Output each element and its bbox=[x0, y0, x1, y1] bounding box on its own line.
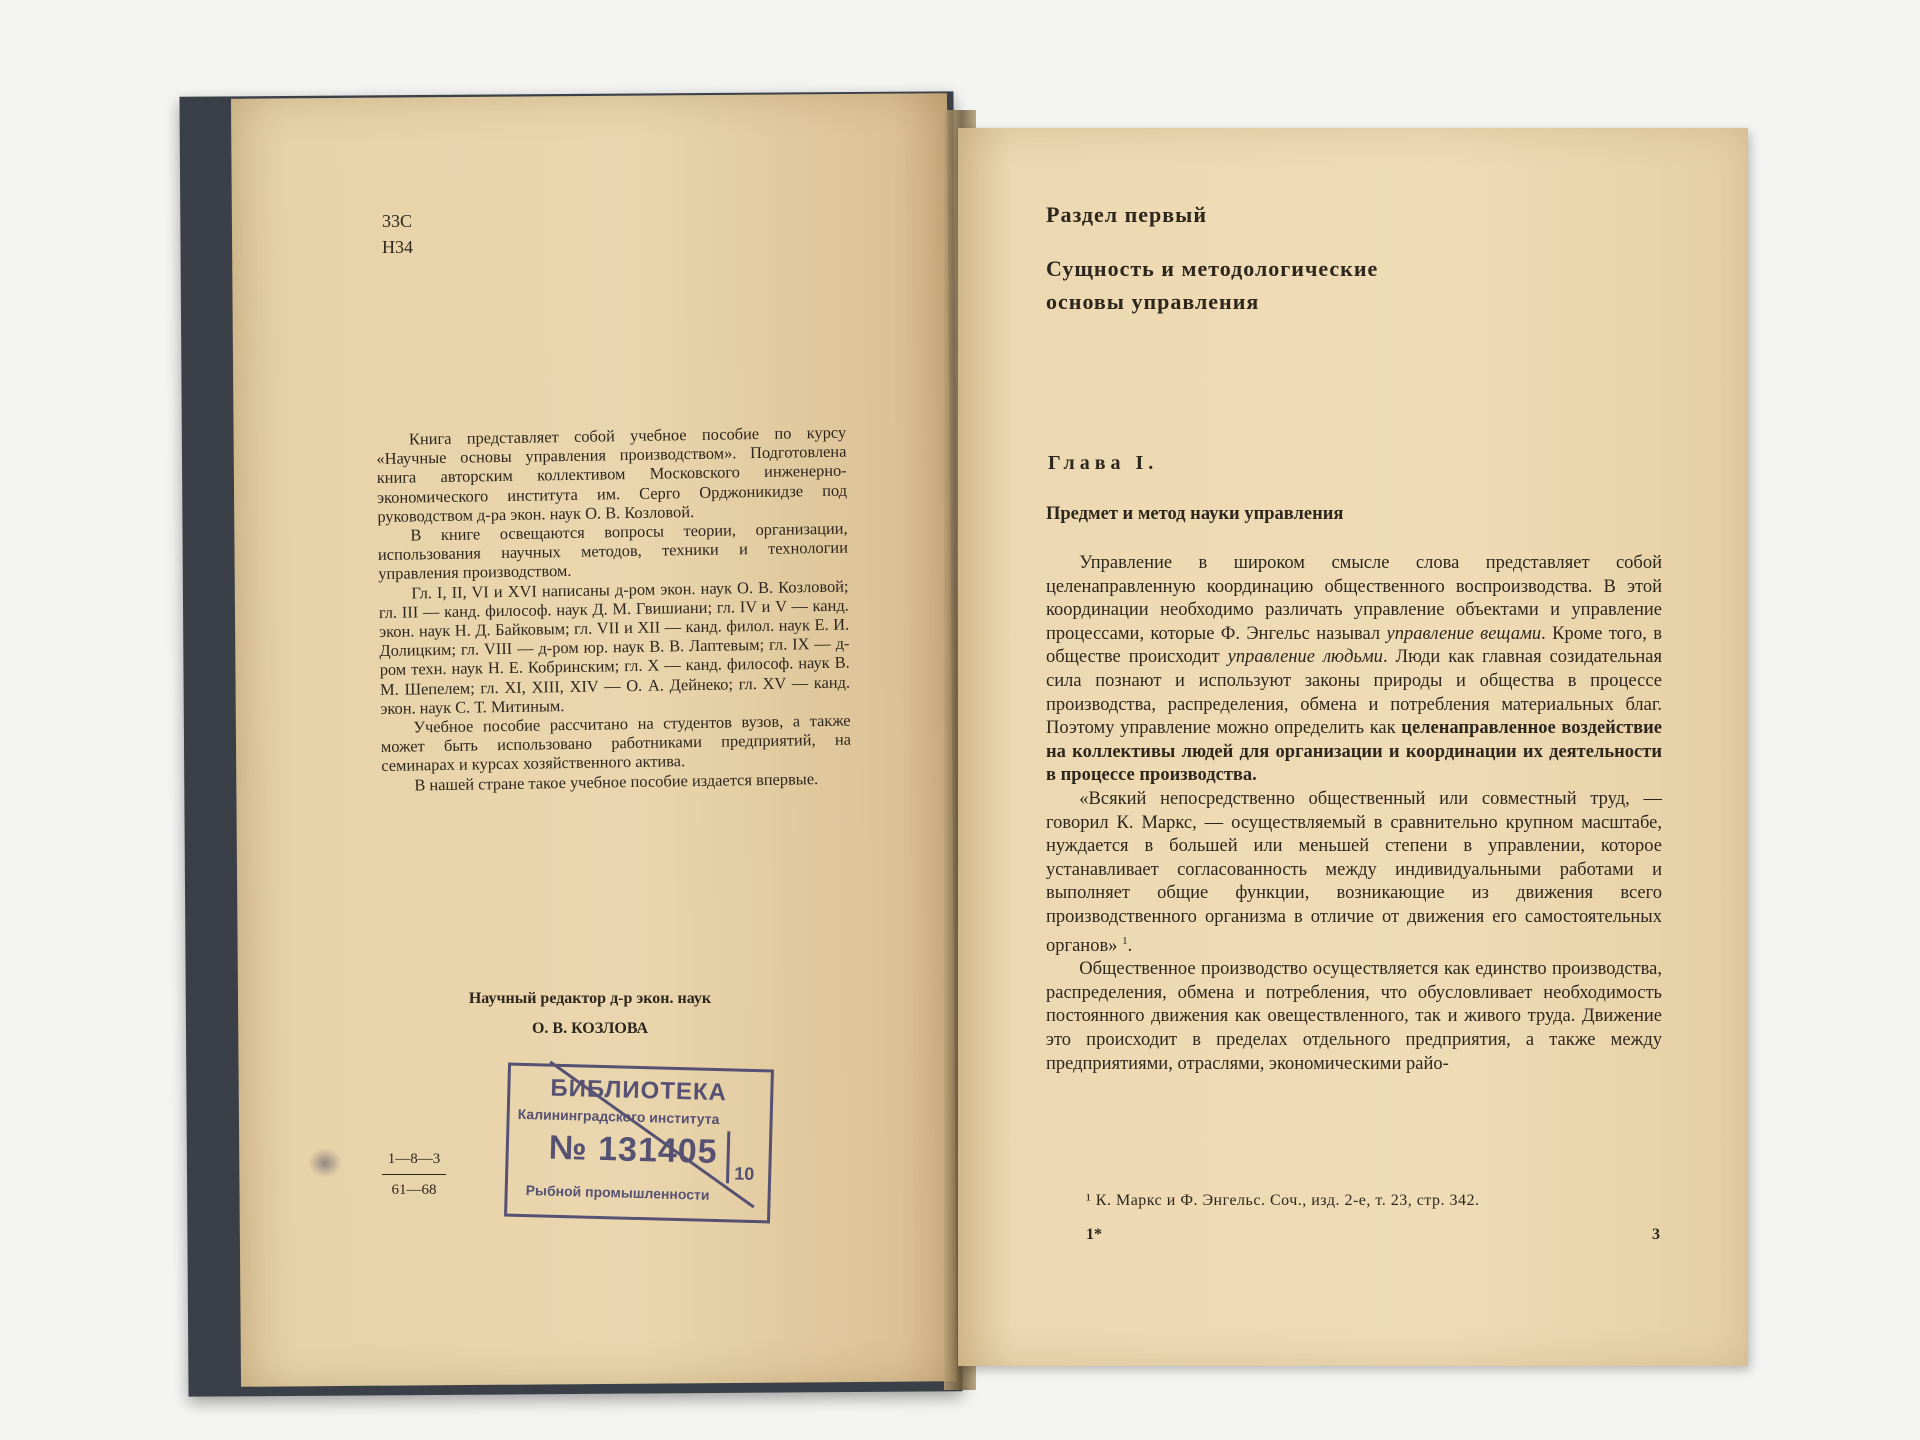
ink-smudge bbox=[308, 1148, 342, 1178]
section-title-line: основы управления bbox=[1046, 289, 1260, 314]
body-paragraph: Общественное производство осуществляется как единство производства, распределения, обмена и потребления, что обусловливает необходимость постоянного движения как овеществленного, так и живого труда. Движение это происходит в пределах отдельного предприятия, а также между предприятиями, отраслями, экономическими райо- bbox=[1046, 959, 1662, 1074]
page-number: 3 bbox=[1652, 1226, 1660, 1243]
stamp-title: БИБЛИОТЕКА bbox=[550, 1074, 728, 1107]
footnote-ref: 1 bbox=[1122, 934, 1128, 947]
chapter-title: Предмет и метод науки управления bbox=[1046, 504, 1344, 524]
library-stamp bbox=[504, 1063, 774, 1224]
chapter-body bbox=[1046, 552, 1662, 1076]
body-text: . Люди как главная созидательная сила познают и используют законы природы и общества в процессе производства, распределения, обмена и потребления материальных благ. Поэтому управление можно определить как bbox=[1046, 647, 1662, 739]
stamp-number: № 131405 bbox=[548, 1128, 719, 1172]
stamp-divider bbox=[726, 1131, 730, 1183]
editor-line: Научный редактор д-р экон. наук bbox=[468, 990, 712, 1007]
emphasis-text: управление вещами bbox=[1386, 623, 1542, 644]
body-text: Управление в широком смысле слова представляет собой целенаправленную координацию общественного воспроизводства. В этой координации необходимо различать управление объектами и управление процессами, которые Ф. Энгельс называл bbox=[1046, 553, 1662, 644]
annotation-paragraph: Гл. I, II, VI и XVI написаны д-ром экон. наук О. В. Козловой; гл. III — канд. философ. наук Д. М. Гвишиани; гл. IV и V — канд. экон. наук Н. Д. Байковым; гл. VII и XII — канд. филол. наук Е. И. Долицким; гл. VIII — д-ром юр. наук В. В. Лаптевым; гл. IX — д-ром техн. наук Н. Е. Кобринским; гл. X — канд. философ. наук В. М. Шепелем; гл. XI, XIII, XIV — О. А. Дейнеко; гл. XV — канд. экон. наук С. Т. Митиным. bbox=[378, 576, 851, 718]
editor-name: О. В. КОЗЛОВА bbox=[531, 1020, 649, 1037]
definition-text: целенаправленное воздействие на коллективы людей для организации и координации их деятельности в процессе производства. bbox=[1046, 718, 1662, 786]
chapter-label: Глава I. bbox=[1048, 452, 1159, 474]
body-text: . Кроме того, в обществе происходит bbox=[1046, 623, 1662, 668]
signature-mark: 1* bbox=[1086, 1226, 1102, 1243]
section-title-line: Сущность и методологические bbox=[1046, 256, 1379, 281]
author-code: Н34 bbox=[382, 237, 413, 257]
classification-code: 33С bbox=[382, 211, 413, 231]
footnote: ¹ К. Маркс и Ф. Энгельс. Соч., изд. 2-е, т. 23, стр. 342. bbox=[1086, 1192, 1480, 1209]
publication-code bbox=[382, 1146, 446, 1203]
annotation-paragraph: В нашей стране такое учебное пособие издается впервые. bbox=[414, 768, 819, 795]
editor-credit bbox=[440, 984, 740, 1044]
stamp-institute: Калининградского института bbox=[517, 1105, 720, 1128]
annotation-paragraph: Учебное пособие рассчитано на студентов вузов, а также может быть использовано работниками предприятий, на семинарах и курсах хозяйственного актива. bbox=[380, 710, 852, 776]
quote-text: «Всякий непосредственно общественный или совместный труд, — говорил К. Маркс, — осуществляемый в сравнительно крупном масштабе, нуждается в большей или меньшей степени в управлении, которое устанавливает согласованность между индивидуальными работами и выполняет общие функции, возникающие из движения всего производственного организма в отличие от движения его самостоятельных органов» bbox=[1046, 788, 1662, 956]
stamp-suffix: 10 bbox=[733, 1163, 755, 1185]
body-paragraph bbox=[1046, 552, 1662, 788]
section-label: Раздел первый bbox=[1046, 202, 1208, 227]
pub-code-top: 1—8—3 bbox=[387, 1151, 441, 1167]
pub-code-rule bbox=[382, 1174, 446, 1175]
annotation-paragraph: Книга представляет собой учебное пособие по курсу «Научные основы управления производством». Подготовлена книга авторским коллективом Московского инженерно-экономического института им. Серго Орджоникидзе под руководством д-ра экон. наук О. В. Козловой. bbox=[376, 422, 848, 526]
annotation-paragraph: В книге освещаются вопросы теории, организации, использования научных методов, техники и технологии управления производством. bbox=[377, 518, 849, 584]
emphasis-text: управление людьми bbox=[1227, 647, 1383, 668]
annotation-block bbox=[376, 423, 852, 795]
pub-code-bottom: 61—68 bbox=[391, 1182, 437, 1198]
body-paragraph: «Всякий непосредственно общественный или совместный труд, — говорил К. Маркс, — осуществляемый в сравнительно крупном масштабе, нуждается в большей или меньшей степени в управлении, которое устанавливает согласованность между индивидуальными работами и выполняет общие функции, возникающие из движения всего производственного организма в отличие от движения его самостоятельных органов» $^1$. bbox=[1046, 788, 1662, 956]
section-title bbox=[1046, 252, 1378, 318]
stamp-industry: Рыбной промышленности bbox=[525, 1182, 710, 1203]
